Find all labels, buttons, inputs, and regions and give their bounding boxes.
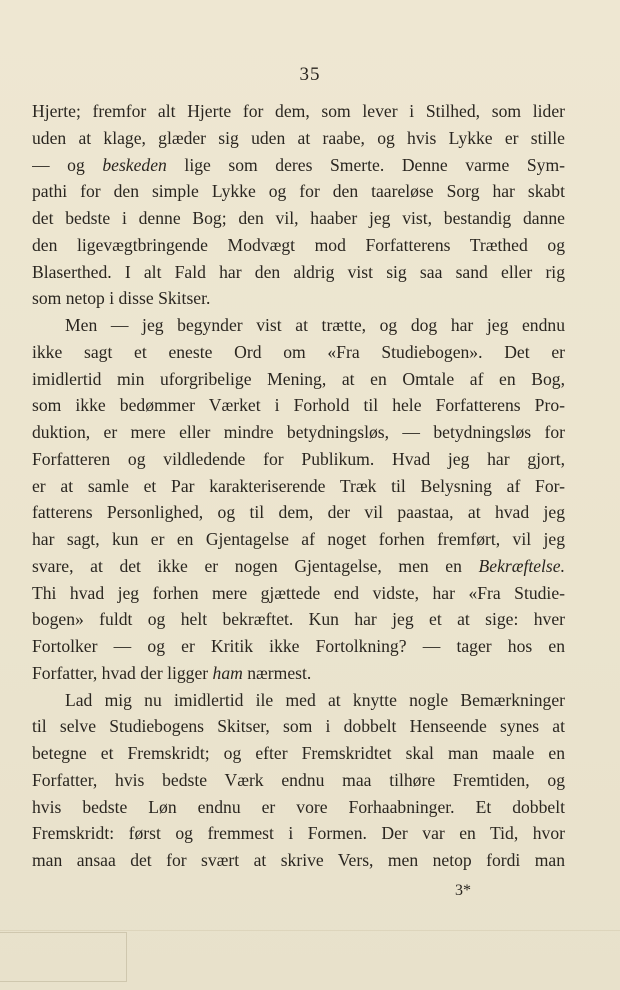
text-line bbox=[32, 339, 565, 366]
body-text bbox=[32, 98, 565, 874]
text-line bbox=[32, 820, 565, 847]
emphasized-word: Bekræftelse. bbox=[478, 555, 565, 576]
text-line bbox=[32, 152, 565, 179]
text-line bbox=[32, 232, 565, 259]
text-line-segment: Forfatteren og vildledende for Publikum. Hvad jeg har gjort, bbox=[32, 448, 565, 469]
text-line bbox=[32, 446, 565, 473]
text-line bbox=[32, 713, 565, 740]
text-line-segment: imidlertid min uforgribelige Mening, at en Omtale af en Bog, bbox=[32, 368, 565, 389]
text-line bbox=[32, 633, 565, 660]
text-line-segment: Fremskridt: først og fremmest i Formen. Der var en Tid, hvor bbox=[32, 823, 565, 844]
text-line bbox=[32, 285, 565, 312]
page-number: 35 bbox=[299, 64, 321, 85]
text-line bbox=[32, 767, 565, 794]
text-line-segment: til selve Studiebogens Skitser, som i dobbelt Henseende synes at bbox=[32, 716, 565, 737]
scan-edge-box bbox=[0, 932, 127, 982]
text-line-segment: den ligevægtbringende Modvægt mod Forfatterens Træthed og bbox=[32, 234, 565, 255]
text-line bbox=[32, 98, 565, 125]
text-line bbox=[32, 419, 565, 446]
text-line-segment: har sagt, kun er en Gjentagelse af noget forhen fremført, vil jeg bbox=[32, 529, 565, 549]
text-line bbox=[32, 687, 565, 714]
text-line-segment: hvis bedste Løn endnu er vore Forhaabninger. Et dobbelt bbox=[32, 796, 565, 817]
text-line-segment: som netop i disse Skitser. bbox=[32, 288, 211, 309]
text-line bbox=[32, 259, 565, 286]
text-line-segment: nærmest. bbox=[242, 662, 312, 683]
text-line bbox=[32, 526, 565, 553]
text-line bbox=[32, 178, 565, 205]
text-line-segment: som ikke bedømmer Værket i Forhold til hele Forfatterens Pro- bbox=[32, 395, 565, 416]
text-line bbox=[32, 312, 565, 339]
text-line-segment: det bedste i denne Bog; den vil, haaber jeg vist, bestandig danne bbox=[32, 208, 565, 228]
text-line-segment: Blaserthed. I alt Fald har den aldrig vist sig saa sand eller rig bbox=[32, 261, 565, 282]
emphasized-word: beskeden bbox=[102, 154, 167, 175]
text-line-segment: duktion, er mere eller mindre betydningsløs, — betydningsløs for bbox=[32, 422, 565, 442]
text-line-segment: betegne et Fremskridt; og efter Fremskridtet skal man maale en bbox=[32, 743, 565, 763]
text-line bbox=[32, 553, 565, 580]
text-line bbox=[32, 606, 565, 633]
text-line bbox=[32, 392, 565, 419]
text-line-segment: fatterens Personlighed, og til dem, der vil paastaa, at hvad jeg bbox=[32, 502, 565, 523]
scan-edge-line bbox=[0, 930, 620, 931]
signature-mark: 3* bbox=[455, 882, 471, 899]
text-line bbox=[32, 473, 565, 500]
text-line bbox=[32, 205, 565, 232]
text-line bbox=[32, 794, 565, 821]
text-line bbox=[32, 847, 565, 874]
text-line-segment: Lad mig nu imidlertid ile med at knytte nogle Bemærkninger bbox=[65, 689, 565, 710]
text-line-segment: Forfatter, hvis bedste Værk endnu maa tilhøre Fremtiden, og bbox=[32, 769, 565, 790]
text-line-segment: Hjerte; fremfor alt Hjerte for dem, som lever i Stilhed, som lider bbox=[32, 101, 565, 121]
text-line-segment: svare, at det ikke er nogen Gjentagelse, men en bbox=[32, 555, 479, 576]
text-line-segment: lige som deres Smerte. Denne varme Sym- bbox=[166, 154, 565, 175]
text-line-segment: Fortolker — og er Kritik ikke Fortolkning? — tager hos en bbox=[32, 636, 565, 656]
text-line bbox=[32, 125, 565, 152]
text-line-segment: Forfatter, hvad der ligger bbox=[32, 662, 213, 683]
text-line-segment: bogen» fuldt og helt bekræftet. Kun har jeg et at sige: hver bbox=[32, 609, 565, 630]
text-line-segment: Thi hvad jeg forhen mere gjættede end vidste, har «Fra Studie- bbox=[32, 582, 565, 603]
text-line-segment: ikke sagt et eneste Ord om «Fra Studiebogen». Det er bbox=[32, 341, 565, 362]
text-line-segment: pathi for den simple Lykke og for den taareløse Sorg har skabt bbox=[32, 181, 565, 202]
text-line-segment: man ansaa det for svært at skrive Vers, men netop fordi man bbox=[32, 850, 565, 870]
text-line bbox=[32, 366, 565, 393]
text-line bbox=[32, 660, 565, 687]
text-line bbox=[32, 580, 565, 607]
text-line-segment: — og bbox=[32, 154, 103, 175]
text-line-segment: uden at klage, glæder sig uden at raabe, og hvis Lykke er stille bbox=[32, 127, 565, 148]
emphasized-word: ham bbox=[212, 662, 243, 683]
text-line bbox=[32, 499, 565, 526]
text-line bbox=[32, 740, 565, 767]
text-line-segment: Men — jeg begynder vist at trætte, og dog har jeg endnu bbox=[65, 315, 565, 335]
text-line-segment: er at samle et Par karakteriserende Træk til Belysning af For- bbox=[32, 475, 565, 496]
